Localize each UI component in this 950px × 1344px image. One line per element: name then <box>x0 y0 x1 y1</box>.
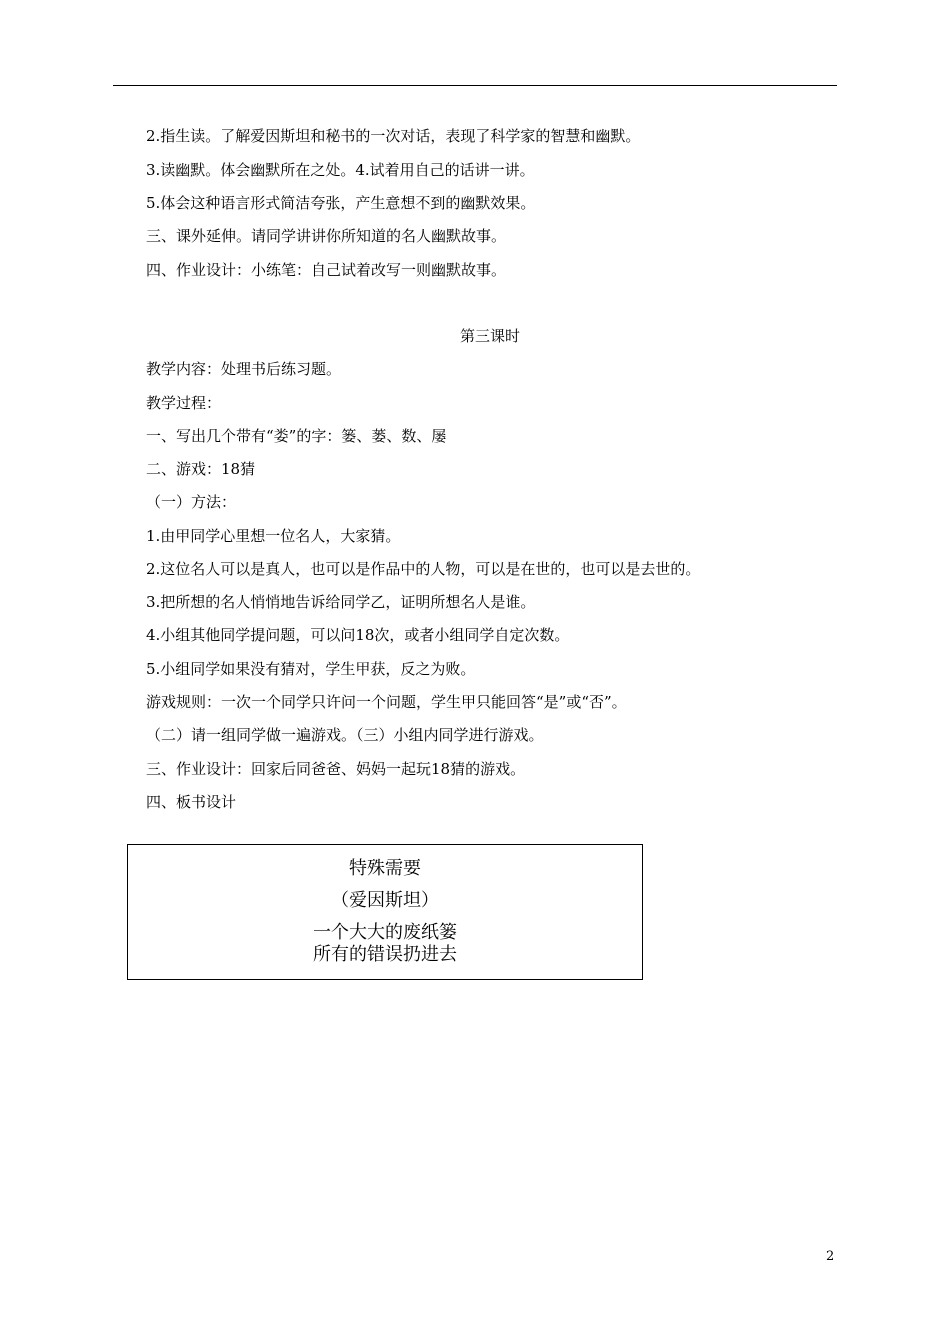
paragraph-line: 一、写出几个带有“娄”的字：篓、蒌、数、屡 <box>146 427 447 445</box>
paragraph-line: 2.这位名人可以是真人，也可以是作品中的人物，可以是在世的，也可以是去世的。 <box>146 560 701 578</box>
blackboard-design-box <box>127 844 643 980</box>
paragraph-line: 三、课外延伸。请同学讲讲你所知道的名人幽默故事。 <box>146 227 507 245</box>
paragraph-line: 5.小组同学如果没有猜对，学生甲获，反之为败。 <box>146 660 476 678</box>
board-line-2: 所有的错误扔进去 <box>313 944 457 965</box>
board-subtitle: （爱因斯坦） <box>331 890 439 911</box>
header-rule <box>113 85 837 86</box>
paragraph-line: 教学内容：处理书后练习题。 <box>146 360 342 378</box>
paragraph-line: 三、作业设计：回家后同爸爸、妈妈一起玩18猜的游戏。 <box>146 760 526 778</box>
paragraph-line: 四、作业设计：小练笔：自己试着改写一则幽默故事。 <box>146 261 507 279</box>
paragraph-line: 3.读幽默。体会幽默所在之处。4.试着用自己的话讲一讲。 <box>146 161 535 179</box>
paragraph-line: 二、游戏：18猜 <box>146 460 256 478</box>
paragraph-line: 四、板书设计 <box>146 793 237 811</box>
paragraph-line: 游戏规则：一次一个同学只许问一个问题，学生甲只能回答“是”或“否”。 <box>146 693 627 711</box>
paragraph-line: （二）请一组同学做一遍游戏。（三）小组内同学进行游戏。 <box>146 726 544 744</box>
page-number: 2 <box>826 1249 835 1264</box>
paragraph-line: 5.体会这种语言形式简洁夸张，产生意想不到的幽默效果。 <box>146 194 536 212</box>
paragraph-line: 4.小组其他同学提问题，可以问18次，或者小组同学自定次数。 <box>146 626 570 644</box>
paragraph-line: 教学过程： <box>146 394 222 412</box>
paragraph-line: （一）方法： <box>146 493 237 511</box>
board-title: 特殊需要 <box>349 858 421 879</box>
board-line-1: 一个大大的废纸篓 <box>313 922 457 943</box>
paragraph-line: 1.由甲同学心里想一位名人，大家猜。 <box>146 527 401 545</box>
paragraph-line: 2.指生读。了解爱因斯坦和秘书的一次对话，表现了科学家的智慧和幽默。 <box>146 127 641 145</box>
section-title: 第三课时 <box>459 327 520 345</box>
paragraph-line: 3.把所想的名人悄悄地告诉给同学乙，证明所想名人是谁。 <box>146 593 536 611</box>
